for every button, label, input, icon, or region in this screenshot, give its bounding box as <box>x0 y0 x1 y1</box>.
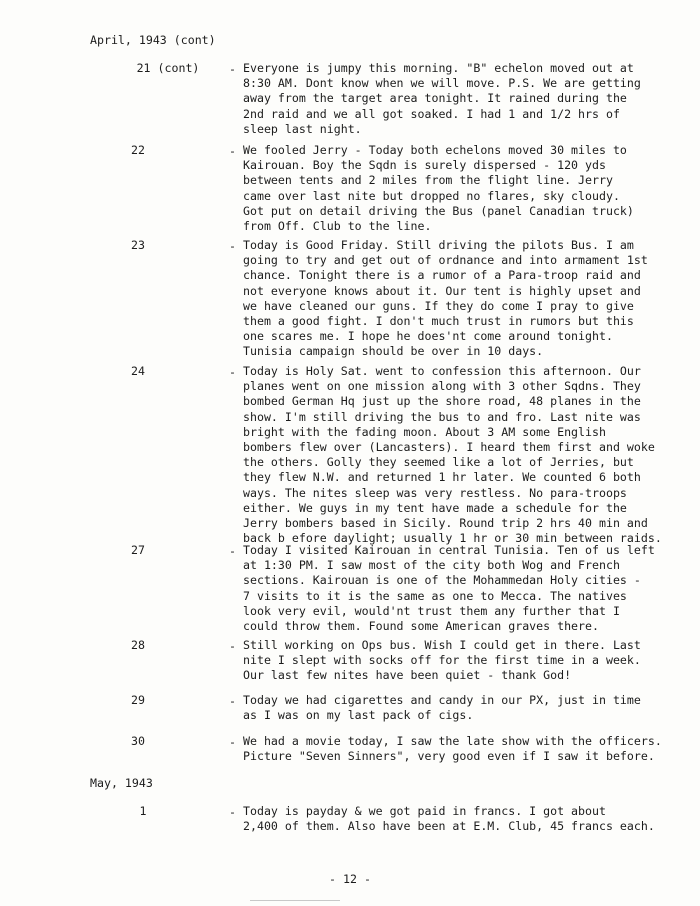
entry-line: bombers flew over (Lancasters). I heard them first and woke <box>243 440 655 455</box>
entry-dash: - <box>229 144 236 158</box>
entry-date: 22 <box>131 143 145 157</box>
entry-line: Got put on detail driving the Bus (panel Canadian truck) <box>243 203 634 218</box>
entry-dash: - <box>229 62 236 76</box>
entry-line: Picture "Seven Sinners", very good even if I saw it before. <box>243 749 655 764</box>
month-heading-may: May, 1943 <box>90 776 153 790</box>
entry-line: Today I visited Kairouan in central Tunisia. Ten of us left <box>243 543 655 557</box>
entry-dash: - <box>229 694 236 708</box>
entry-line: as I was on my last pack of cigs. <box>243 708 474 723</box>
entry-date: 24 <box>131 364 145 378</box>
entry-line: they flew N.W. and returned 1 hr later. We counted 6 both <box>243 470 641 485</box>
entry-line: Everyone is jumpy this morning. "B" echelon moved out at <box>243 61 634 75</box>
entry-line: show. I'm still driving the bus to and fro. Last nite was <box>243 409 641 424</box>
entry-line: planes went on one mission along with 3 other Sqdns. They <box>243 379 641 394</box>
entry-line: Today is Holy Sat. went to confession this afternoon. Our <box>243 364 641 378</box>
entry-line: the others. Golly they seemed like a lot of Jerries, but <box>243 455 634 470</box>
entry-dash: - <box>229 805 236 819</box>
entry-line: came over last nite but dropped no flares, sky cloudy. <box>243 188 620 203</box>
entry-line: 2,400 of them. Also have been at E.M. Club, 45 francs each. <box>243 819 655 834</box>
diary-entry <box>243 734 663 764</box>
diary-entry <box>243 804 663 834</box>
entry-line: Today is Good Friday. Still driving the pilots Bus. I am <box>243 238 634 252</box>
entry-line: one scares me. I hope he does'nt come around tonight. <box>243 329 613 344</box>
diary-entry <box>243 693 663 723</box>
entry-line: we have cleaned our guns. If they do come I pray to give <box>243 298 634 313</box>
entry-line: We fooled Jerry - Today both echelons moved 30 miles to <box>243 143 627 157</box>
entry-date: 1 <box>139 804 147 818</box>
entry-line: either. We guys in my tent have made a schedule for the <box>243 500 627 515</box>
entry-date: 28 <box>131 638 145 652</box>
entry-line: look very evil, would'nt trust them any further that I <box>243 603 620 618</box>
entry-line: between tents and 2 miles from the flight line. Jerry <box>243 173 613 188</box>
entry-date: 27 <box>131 543 145 557</box>
diary-entry <box>243 61 663 137</box>
entry-date: 29 <box>131 693 145 707</box>
page-number: - 12 - <box>329 872 371 886</box>
entry-date: 23 <box>131 238 145 252</box>
scan-artifact <box>250 900 340 901</box>
entry-line: Still working on Ops bus. Wish I could get in there. Last <box>243 638 641 652</box>
entry-line: not everyone knows about it. Our tent is highly upset and <box>243 283 641 298</box>
entry-line: Kairouan. Boy the Sqdn is surely dispersed - 120 yds <box>243 158 606 173</box>
entry-line: bright with the fading moon. About 3 AM some English <box>243 424 606 439</box>
entry-line: sections. Kairouan is one of the Mohammedan Holy cities - <box>243 573 641 588</box>
entry-line: bombed German Hq just up the shore road, 48 planes in the <box>243 394 641 409</box>
entry-line: nite I slept with socks off for the first time in a week. <box>243 653 641 668</box>
entry-dash: - <box>229 735 236 749</box>
month-heading-april: April, 1943 (cont) <box>90 33 216 47</box>
entry-line: at 1:30 PM. I saw most of the city both Wog and French <box>243 558 620 573</box>
entry-dash: - <box>229 544 236 558</box>
entry-date: 21 (cont) <box>136 61 200 75</box>
entry-line: Tunisia campaign should be over in 10 days. <box>243 344 544 359</box>
entry-line: Today we had cigarettes and candy in our PX, just in time <box>243 693 641 707</box>
entry-line: could throw them. Found some American graves there. <box>243 619 599 634</box>
entry-line: 2nd raid and we all got soaked. I had 1 and 1/2 hrs of <box>243 106 620 121</box>
entry-line: chance. Tonight there is a rumor of a Para-troop raid and <box>243 268 641 283</box>
diary-entry <box>243 364 663 546</box>
entry-line: Today is payday & we got paid in francs. I got about <box>243 804 606 818</box>
entry-line: Jerry bombers based in Sicily. Round trip 2 hrs 40 min and <box>243 516 648 531</box>
entry-line: them a good fight. I don't much trust in rumors but this <box>243 314 634 329</box>
diary-entry <box>243 238 663 360</box>
diary-entry <box>243 143 663 234</box>
entry-dash: - <box>229 239 236 253</box>
entry-dash: - <box>229 639 236 653</box>
entry-line: 8:30 AM. Dont know when we will move. P.S. We are getting <box>243 76 641 91</box>
entry-line: back b efore daylight; usually 1 hr or 30 min between raids. <box>243 531 662 546</box>
entry-date: 30 <box>131 734 145 748</box>
entry-line: away from the target area tonight. It rained during the <box>243 91 627 106</box>
entry-line: 7 visits to it is the same as one to Mecca. The natives <box>243 588 627 603</box>
entry-line: Our last few nites have been quiet - thank God! <box>243 668 572 683</box>
entry-line: We had a movie today, I saw the late show with the officers. <box>243 734 662 748</box>
entry-line: from Off. Club to the line. <box>243 219 432 234</box>
entry-line: sleep last night. <box>243 121 362 136</box>
diary-entry <box>243 543 663 634</box>
entry-line: going to try and get out of ordnance and into armament 1st <box>243 253 648 268</box>
entry-dash: - <box>229 365 236 379</box>
entry-line: ways. The nites sleep was very restless. No para-troops <box>243 485 627 500</box>
diary-entry <box>243 638 663 684</box>
